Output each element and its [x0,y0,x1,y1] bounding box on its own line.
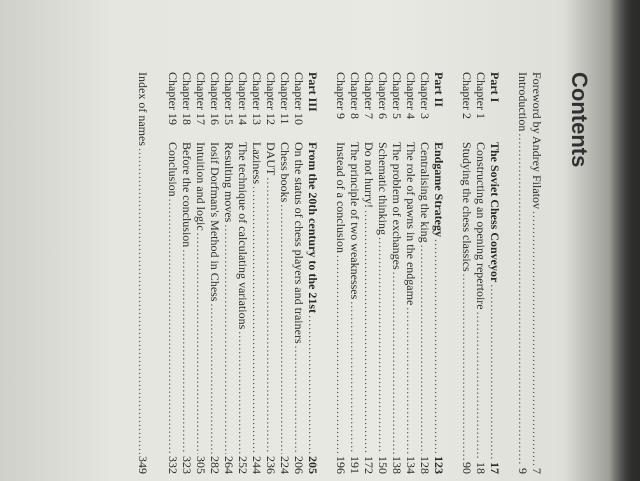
toc-chapter-11 [278,72,292,474]
toc-entry-title: Introduction [516,72,530,132]
toc-chapter-8 [348,72,362,474]
toc-chapter-4 [404,72,418,474]
toc-part-2 [432,72,446,474]
toc-chapter-5 [390,72,404,474]
toc-entry-title: Studying the chess classics [460,142,474,272]
toc-entry-label: Chapter 3 [418,72,432,119]
toc-entry-title: Instead of a conclusion [334,142,348,253]
toc-chapter-10 [292,72,306,474]
leader-dots [432,239,446,454]
page-title: Contents [567,72,592,168]
leader-dots [236,331,250,454]
toc-entry-introduction [516,72,530,474]
leader-dots [166,199,180,454]
toc-entry-page: 244 [250,456,264,474]
leader-dots [404,307,418,454]
leader-dots [180,249,194,454]
page-edge-shadow [610,0,640,481]
toc-chapter-2 [460,72,474,474]
leader-dots [136,148,150,454]
toc-entry-title: Foreword by Andrey Filatov [530,72,544,209]
toc-chapter-17 [194,72,208,474]
toc-entry-label: Chapter 17 [194,72,208,125]
toc-chapter-3 [418,72,432,474]
toc-entry-label: Chapter 5 [390,72,404,119]
leader-dots [376,237,390,454]
toc-chapter-9 [334,72,348,474]
toc-entry-page: 205 [306,456,320,474]
toc-entry-label: Chapter 2 [460,72,474,119]
toc-chapter-14 [236,72,250,474]
toc-entry-title: Endgame Strategy [432,142,446,237]
toc-entry-label: Part II [432,72,446,107]
toc-entry-label: Chapter 1 [474,72,488,119]
toc-entry-label: Chapter 8 [348,72,362,119]
toc-entry-title: Schematic thinking [376,142,390,235]
toc-entry-label: Chapter 6 [376,72,390,119]
toc-chapter-6 [376,72,390,474]
toc-entry-title: Resulting moves [222,142,236,223]
leader-dots [390,272,404,454]
toc-chapter-15 [222,72,236,474]
toc-entry-page: 264 [222,456,236,474]
toc-entry-title: Constructing an opening repertoire [474,142,488,310]
toc-entry-label: Chapter 19 [166,72,180,125]
leader-dots [362,210,376,454]
toc-chapter-12 [264,72,278,474]
toc-entry-page: 150 [376,456,390,474]
toc-part-3 [306,72,320,474]
toc-entry-title: The Soviet Chess Conveyor [488,142,502,283]
toc-entry-title: On the status of chess players and trainers [292,142,306,344]
leader-dots [292,346,306,454]
leader-dots [516,133,530,466]
toc-entry-title: Conclusion [166,142,180,197]
toc-entry-page: 236 [264,456,278,474]
toc-entry-label: Chapter 4 [404,72,418,119]
leader-dots [278,204,292,454]
toc-entry-label: Chapter 13 [250,72,264,125]
toc-chapter-19 [166,72,180,474]
toc-entry-page: 332 [166,456,180,474]
toc-entry-title: The principle of two weaknesses [348,142,362,300]
toc-entry-title: Laziness [250,142,264,184]
toc-entry-label: Chapter 15 [222,72,236,125]
toc-chapter-13 [250,72,264,474]
toc-entry-page: 9 [516,468,530,474]
leader-dots [474,312,488,460]
toc-entry-title: Do not hurry! [362,142,376,208]
toc-entry-label: Chapter 10 [292,72,306,125]
toc-entry-title: The technique of calculating variations [236,142,250,330]
leader-dots [530,211,544,466]
toc-chapter-18 [180,72,194,474]
toc-entry-title: The role of pawns in the endgame [404,142,418,306]
toc-entry-label: Chapter 16 [208,72,222,125]
toc-entry-page: 134 [404,456,418,474]
toc-entry-page: 252 [236,456,250,474]
toc-entry-page: 206 [292,456,306,474]
toc-entry-label: Part III [306,72,320,112]
toc-entry-label: Part I [488,72,502,103]
leader-dots [208,303,222,454]
leader-dots [222,224,236,454]
toc-entry-page: 90 [460,462,474,474]
toc-entry-page: 7 [530,468,544,474]
toc-entry-page: 128 [418,456,432,474]
leader-dots [194,233,208,454]
toc-entry-page: 17 [488,462,502,474]
toc-entry-page: 305 [194,456,208,474]
toc-entry-title: Centralising the king [418,142,432,243]
leader-dots [488,284,502,460]
toc-entry-page: 323 [180,456,194,474]
leader-dots [348,301,362,454]
leader-dots [460,274,474,460]
toc-entry-title: Chess books [278,142,292,203]
toc-entry-page: 172 [362,456,376,474]
toc-entry-title: Iosif Dorfman's Method in Chess [208,142,222,302]
toc-entry-title: Index of names [136,72,150,146]
leader-dots [334,255,348,454]
toc-entry-label: Chapter 11 [278,72,292,125]
toc-entry-title: Before the conclusion [180,142,194,248]
contents-page [50,40,610,474]
toc-entry-page: 349 [136,456,150,474]
leader-dots [250,186,264,454]
toc-entry-page: 224 [278,456,292,474]
toc-entry-page: 191 [348,456,362,474]
toc-entry-page: 282 [208,456,222,474]
toc-entry-label: Chapter 7 [362,72,376,119]
toc-entry-title: DAUT [264,142,278,176]
toc-entry-page: 123 [432,456,446,474]
toc-entry-title: From the 20th century to the 21st [306,142,320,314]
toc-entry-label: Chapter 14 [236,72,250,125]
toc-entry-title: Intuition and logic [194,142,208,231]
toc-entry-label: Chapter 12 [264,72,278,125]
leader-dots [418,245,432,454]
toc-part-1 [488,72,502,474]
toc-entry-label: Chapter 9 [334,72,348,119]
toc-chapter-1 [474,72,488,474]
toc-entry-page: 18 [474,462,488,474]
leader-dots [264,177,278,454]
toc-entry-foreword [530,72,544,474]
toc-entry-label: Chapter 18 [180,72,194,125]
toc-entry-index [136,72,150,474]
toc-chapter-7 [362,72,376,474]
toc-entry-page: 138 [390,456,404,474]
toc-entry-title: The problem of exchanges [390,142,404,270]
toc-chapter-16 [208,72,222,474]
toc-entry-page: 196 [334,456,348,474]
leader-dots [306,315,320,454]
